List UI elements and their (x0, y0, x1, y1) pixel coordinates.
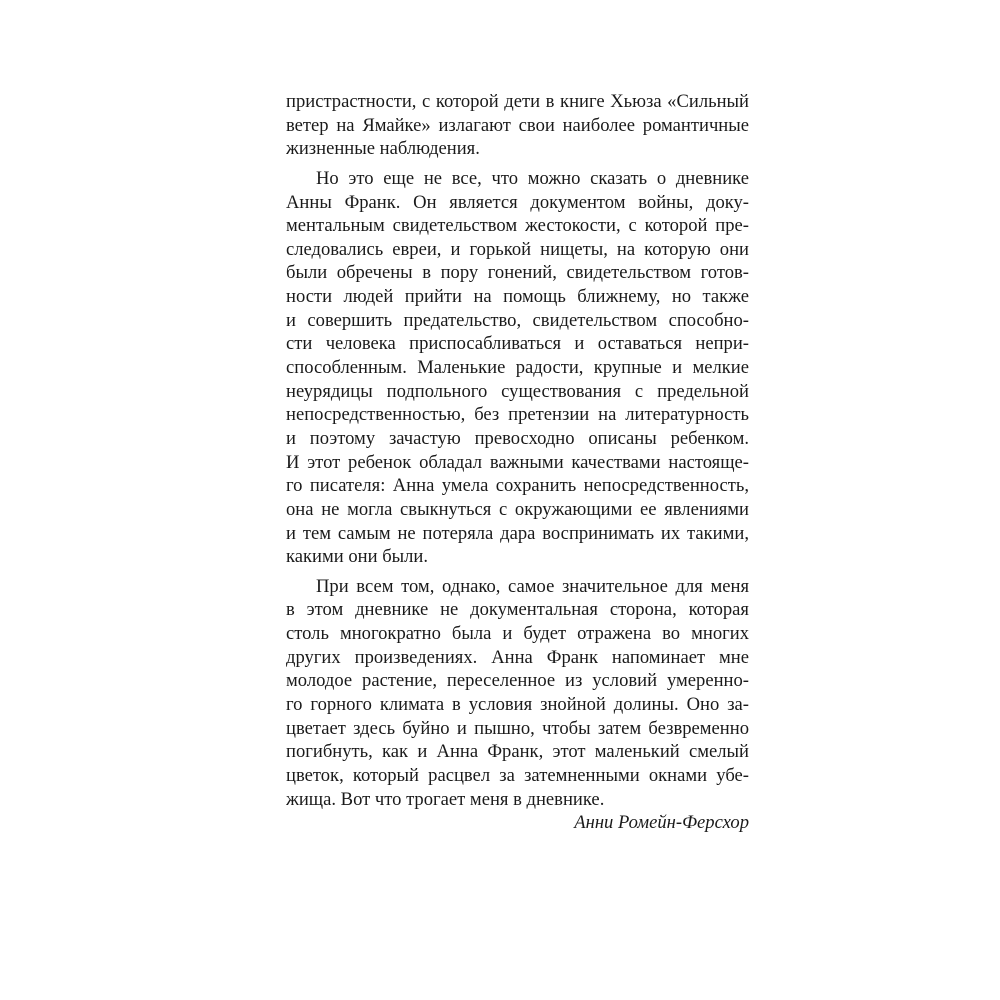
text-line: го писателя: Анна умела сохранить непосредственность, (286, 475, 749, 497)
text-line: других произведениях. Анна Франк напоминает мне (286, 646, 749, 668)
text-line: она не могла свыкнуться с окружающими ее явлениями (286, 498, 749, 520)
text-line: цветок, который расцвел за затемненными окнами убе- (286, 764, 749, 786)
text-line: жизненные наблюдения. (286, 138, 480, 160)
paragraph-2 (286, 167, 749, 569)
text-line: следовались евреи, и горькой нищеты, на которую они (286, 238, 749, 260)
text-line: цветает здесь буйно и пышно, чтобы затем безвременно (286, 717, 749, 739)
text-line: способленным. Маленькие радости, крупные и мелкие (286, 357, 749, 379)
text-line: какими они были. (286, 546, 429, 568)
text-line: И этот ребенок обладал важными качествами настояще- (286, 451, 749, 473)
text-line: ветер на Ямайке» излагают свои наиболее романтичные (286, 114, 749, 136)
paragraph-3 (286, 575, 749, 811)
text-line: ности людей прийти на помощь ближнему, но также (286, 286, 749, 308)
main-text (286, 90, 749, 835)
text-line: были обречены в пору гонений, свидетельством готов- (286, 262, 749, 284)
text-line: пристрастности, с которой дети в книге Хьюза «Сильный (286, 91, 749, 112)
text-line: Но это еще не все, что можно сказать о дневнике (316, 167, 749, 189)
text-line: молодое растение, переселенное из условий умеренно- (286, 670, 749, 692)
text-line: сти человека приспосабливаться и оставаться непри- (286, 333, 749, 355)
text-line: го горного климата в условия знойной долины. Оно за- (286, 694, 749, 716)
text-line: неурядицы подпольного существования с предельной (286, 380, 749, 402)
text-line: и совершить предательство, свидетельством способно- (286, 309, 749, 331)
text-line: в этом дневнике не документальная сторона, которая (286, 599, 749, 621)
text-line: ментальным свидетельством жестокости, с которой пре- (286, 215, 749, 237)
text-line: и поэтому зачастую превосходно описаны ребенком. (286, 427, 749, 449)
text-line: Анны Франк. Он является документом войны, доку- (286, 191, 749, 213)
text-line: столь многократно была и будет отражена во многих (286, 623, 749, 645)
text-line: При всем том, однако, самое значительное для меня (316, 575, 749, 597)
text-line: и тем самым не потеряла дара воспринимать их такими, (286, 522, 749, 544)
author-signature: Анни Ромейн-Ферсхор (574, 812, 749, 834)
text-line: жища. Вот что трогает меня в дневнике. (286, 788, 605, 810)
text-line: погибнуть, как и Анна Франк, этот маленький смелый (286, 741, 749, 763)
text-line: непосредственностью, без претензии на литературность (286, 404, 749, 426)
paragraph-1 (286, 90, 749, 161)
